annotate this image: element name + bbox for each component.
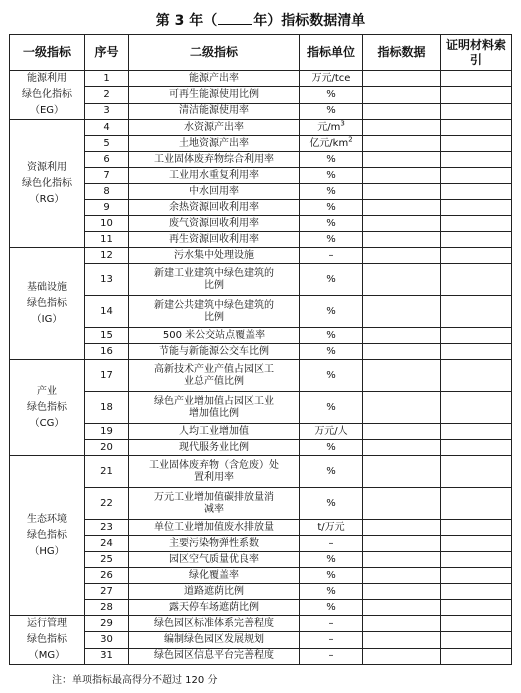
table-row [10, 184, 512, 200]
data-input-cell[interactable] [363, 440, 441, 456]
indicator-name-cell: 工业用水重复利用率 [129, 168, 300, 184]
unit-cell: – [300, 248, 363, 264]
category-cell: 生态环境 绿色指标 （HG） [10, 456, 85, 616]
table-row [10, 103, 512, 119]
category-cell: 产业 绿色指标 （CG） [10, 360, 85, 456]
unit-cell: % [300, 392, 363, 424]
data-input-cell[interactable] [363, 168, 441, 184]
data-input-cell[interactable] [363, 552, 441, 568]
table-row [10, 264, 512, 296]
data-input-cell[interactable] [363, 648, 441, 664]
seq-cell: 29 [85, 616, 129, 632]
table-row [10, 248, 512, 264]
data-input-cell[interactable] [363, 488, 441, 520]
unit-cell: – [300, 632, 363, 648]
unit-cell: % [300, 216, 363, 232]
indicator-name-cell: 绿色园区信息平台完善程度 [129, 648, 300, 664]
table-row [10, 440, 512, 456]
seq-cell: 26 [85, 568, 129, 584]
seq-cell: 10 [85, 216, 129, 232]
header-data: 指标数据 [363, 35, 441, 71]
data-input-cell[interactable] [363, 216, 441, 232]
unit-cell: % [300, 488, 363, 520]
table-row [10, 71, 512, 87]
category-cell: 能源利用 绿色化指标 （EG） [10, 71, 85, 120]
data-input-cell[interactable] [363, 456, 441, 488]
table-row [10, 328, 512, 344]
evidence-input-cell[interactable] [441, 392, 512, 424]
indicator-name-cell: 主要污染物弹性系数 [129, 536, 300, 552]
table-row [10, 568, 512, 584]
indicator-name-cell: 再生资源回收利用率 [129, 232, 300, 248]
header-seq: 序号 [85, 35, 129, 71]
unit-cell: 元$/m^3$ [300, 120, 363, 136]
indicator-name-cell: 现代服务业比例 [129, 440, 300, 456]
unit-cell: 亿元$/km^2$ [300, 136, 363, 152]
seq-cell: 17 [85, 360, 129, 392]
unit-cell: 万元/人 [300, 424, 363, 440]
indicator-name-cell: 污水集中处理设施 [129, 248, 300, 264]
table-row [10, 344, 512, 360]
unit-cell: % [300, 296, 363, 328]
data-input-cell[interactable] [363, 536, 441, 552]
data-input-cell[interactable] [363, 360, 441, 392]
seq-cell: 1 [85, 71, 129, 87]
evidence-input-cell[interactable] [441, 248, 512, 264]
seq-cell: 25 [85, 552, 129, 568]
table-row [10, 616, 512, 632]
indicator-name-cell: 可再生能源使用比例 [129, 87, 300, 103]
evidence-input-cell[interactable] [441, 264, 512, 296]
evidence-input-cell[interactable] [441, 584, 512, 600]
evidence-input-cell[interactable] [441, 216, 512, 232]
seq-cell: 21 [85, 456, 129, 488]
seq-cell: 30 [85, 632, 129, 648]
category-cell: 运行管理 绿色指标 （MG） [10, 616, 85, 665]
unit-cell: t/万元 [300, 520, 363, 536]
indicator-name-cell: 绿色产业增加值占园区工业 增加值比例 [129, 392, 300, 424]
indicator-name-cell: 绿化覆盖率 [129, 568, 300, 584]
indicator-name-cell: 人均工业增加值 [129, 424, 300, 440]
indicator-name-cell: 土地资源产出率 [129, 136, 300, 152]
header-name: 二级指标 [129, 35, 300, 71]
data-input-cell[interactable] [363, 103, 441, 119]
evidence-input-cell[interactable] [441, 360, 512, 392]
unit-cell: % [300, 440, 363, 456]
evidence-input-cell[interactable] [441, 456, 512, 488]
seq-cell: 2 [85, 87, 129, 103]
evidence-input-cell[interactable] [441, 344, 512, 360]
evidence-input-cell[interactable] [441, 136, 512, 152]
data-input-cell[interactable] [363, 200, 441, 216]
evidence-input-cell[interactable] [441, 552, 512, 568]
seq-cell: 28 [85, 600, 129, 616]
table-row [10, 200, 512, 216]
table-row [10, 648, 512, 664]
table-row [10, 216, 512, 232]
table-row [10, 152, 512, 168]
evidence-input-cell[interactable] [441, 424, 512, 440]
seq-cell: 19 [85, 424, 129, 440]
evidence-input-cell[interactable] [441, 120, 512, 136]
table-row [10, 87, 512, 103]
unit-cell: % [300, 584, 363, 600]
data-input-cell[interactable] [363, 136, 441, 152]
data-input-cell[interactable] [363, 248, 441, 264]
evidence-input-cell[interactable] [441, 488, 512, 520]
unit-cell: % [300, 552, 363, 568]
seq-cell: 4 [85, 120, 129, 136]
data-input-cell[interactable] [363, 632, 441, 648]
indicator-name-cell: 余热资源回收利用率 [129, 200, 300, 216]
seq-cell: 13 [85, 264, 129, 296]
title-prefix: 第 3 年（ [155, 13, 218, 29]
unit-cell: % [300, 200, 363, 216]
seq-cell: 3 [85, 103, 129, 119]
seq-cell: 22 [85, 488, 129, 520]
unit-cell: % [300, 87, 363, 103]
indicator-name-cell: 废气资源回收利用率 [129, 216, 300, 232]
data-input-cell[interactable] [363, 392, 441, 424]
unit-cell: – [300, 648, 363, 664]
table-row [10, 632, 512, 648]
data-input-cell[interactable] [363, 87, 441, 103]
data-input-cell[interactable] [363, 264, 441, 296]
evidence-input-cell[interactable] [441, 200, 512, 216]
indicator-name-cell: 工业固体废弃物（含危废）处 置利用率 [129, 456, 300, 488]
table-row [10, 232, 512, 248]
table-row [10, 552, 512, 568]
seq-cell: 16 [85, 344, 129, 360]
evidence-input-cell[interactable] [441, 440, 512, 456]
page-title [0, 10, 521, 30]
header-category: 一级指标 [10, 35, 85, 71]
evidence-input-cell[interactable] [441, 520, 512, 536]
evidence-input-cell[interactable] [441, 536, 512, 552]
data-input-cell[interactable] [363, 152, 441, 168]
indicator-name-cell: 万元工业增加值碳排放量消 减率 [129, 488, 300, 520]
table-header-row [10, 35, 512, 71]
indicator-name-cell: 露天停车场遮荫比例 [129, 600, 300, 616]
table-row [10, 520, 512, 536]
data-input-cell[interactable] [363, 584, 441, 600]
evidence-input-cell[interactable] [441, 296, 512, 328]
data-input-cell[interactable] [363, 328, 441, 344]
indicator-name-cell: 500 米公交站点覆盖率 [129, 328, 300, 344]
table-body [10, 71, 512, 665]
data-input-cell[interactable] [363, 184, 441, 200]
table-row [10, 296, 512, 328]
evidence-input-cell[interactable] [441, 616, 512, 632]
indicator-name-cell: 能源产出率 [129, 71, 300, 87]
seq-cell: 14 [85, 296, 129, 328]
evidence-input-cell[interactable] [441, 328, 512, 344]
seq-cell: 24 [85, 536, 129, 552]
unit-cell: % [300, 600, 363, 616]
table-row [10, 392, 512, 424]
indicator-name-cell: 道路遮荫比例 [129, 584, 300, 600]
seq-cell: 20 [85, 440, 129, 456]
evidence-input-cell[interactable] [441, 648, 512, 664]
seq-cell: 5 [85, 136, 129, 152]
indicator-name-cell: 园区空气质量优良率 [129, 552, 300, 568]
indicator-name-cell: 单位工业增加值废水排放量 [129, 520, 300, 536]
evidence-input-cell[interactable] [441, 71, 512, 87]
data-input-cell[interactable] [363, 424, 441, 440]
table-row [10, 136, 512, 152]
indicator-name-cell: 编制绿色园区发展规划 [129, 632, 300, 648]
seq-cell: 7 [85, 168, 129, 184]
seq-cell: 31 [85, 648, 129, 664]
category-cell: 资源利用 绿色化指标 （RG） [10, 120, 85, 248]
evidence-input-cell[interactable] [441, 103, 512, 119]
table-row [10, 488, 512, 520]
seq-cell: 12 [85, 248, 129, 264]
seq-cell: 15 [85, 328, 129, 344]
data-input-cell[interactable] [363, 71, 441, 87]
unit-cell: % [300, 103, 363, 119]
table-row [10, 424, 512, 440]
seq-cell: 23 [85, 520, 129, 536]
indicator-name-cell: 新建工业建筑中绿色建筑的 比例 [129, 264, 300, 296]
header-evidence: 证明材料索引 [441, 35, 512, 71]
data-input-cell[interactable] [363, 344, 441, 360]
table-row [10, 536, 512, 552]
unit-cell: % [300, 344, 363, 360]
unit-cell: % [300, 264, 363, 296]
seq-cell: 8 [85, 184, 129, 200]
seq-cell: 18 [85, 392, 129, 424]
indicator-name-cell: 中水回用率 [129, 184, 300, 200]
unit-cell: % [300, 456, 363, 488]
indicator-table [9, 34, 512, 665]
unit-cell: – [300, 536, 363, 552]
unit-cell: % [300, 568, 363, 584]
data-input-cell[interactable] [363, 616, 441, 632]
table-row [10, 600, 512, 616]
seq-cell: 27 [85, 584, 129, 600]
year-blank[interactable] [218, 11, 252, 25]
seq-cell: 6 [85, 152, 129, 168]
unit-cell: % [300, 168, 363, 184]
evidence-input-cell[interactable] [441, 184, 512, 200]
indicator-name-cell: 水资源产出率 [129, 120, 300, 136]
evidence-input-cell[interactable] [441, 232, 512, 248]
unit-cell: % [300, 232, 363, 248]
indicator-name-cell: 工业固体废弃物综合利用率 [129, 152, 300, 168]
unit-cell: – [300, 616, 363, 632]
evidence-input-cell[interactable] [441, 168, 512, 184]
unit-cell: % [300, 328, 363, 344]
indicator-name-cell: 新建公共建筑中绿色建筑的 比例 [129, 296, 300, 328]
unit-cell: % [300, 360, 363, 392]
data-input-cell[interactable] [363, 600, 441, 616]
category-cell: 基础设施 绿色指标 （IG） [10, 248, 85, 360]
indicator-name-cell: 高新技术产业产值占园区工 业总产值比例 [129, 360, 300, 392]
evidence-input-cell[interactable] [441, 87, 512, 103]
data-input-cell[interactable] [363, 520, 441, 536]
table-row [10, 584, 512, 600]
data-input-cell[interactable] [363, 232, 441, 248]
table-row [10, 360, 512, 392]
table-row [10, 168, 512, 184]
indicator-name-cell: 清洁能源使用率 [129, 103, 300, 119]
evidence-input-cell[interactable] [441, 568, 512, 584]
seq-cell: 11 [85, 232, 129, 248]
data-input-cell[interactable] [363, 296, 441, 328]
indicator-name-cell: 节能与新能源公交车比例 [129, 344, 300, 360]
footnote: 注：单项指标最高得分不超过 120 分 [52, 675, 218, 686]
indicator-name-cell: 绿色园区标准体系完善程度 [129, 616, 300, 632]
unit-cell: % [300, 152, 363, 168]
data-input-cell[interactable] [363, 568, 441, 584]
unit-cell: % [300, 184, 363, 200]
evidence-input-cell[interactable] [441, 632, 512, 648]
evidence-input-cell[interactable] [441, 600, 512, 616]
seq-cell: 9 [85, 200, 129, 216]
evidence-input-cell[interactable] [441, 152, 512, 168]
header-unit: 指标单位 [300, 35, 363, 71]
table-row [10, 120, 512, 136]
data-input-cell[interactable] [363, 120, 441, 136]
title-suffix: 年）指标数据清单 [253, 13, 366, 29]
unit-cell: 万元/tce [300, 71, 363, 87]
table-row [10, 456, 512, 488]
